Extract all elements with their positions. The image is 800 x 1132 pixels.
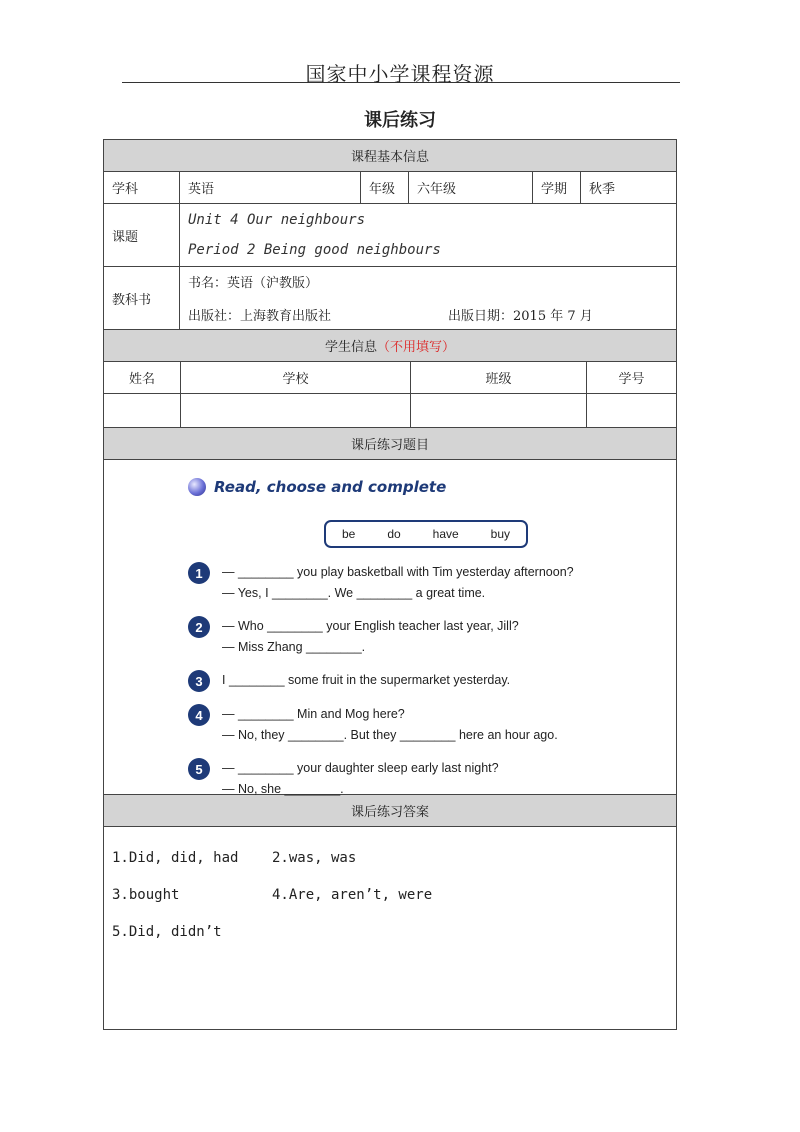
student-info-title: 学生信息 [325, 340, 378, 355]
student-info-header [104, 330, 677, 362]
term-label: 学期 [533, 172, 581, 204]
question-2-line-1: — Who ________ your English teacher last year, Jill? [222, 619, 519, 633]
page-title: 课后练习 [364, 110, 436, 131]
textbook-label: 教科书 [104, 267, 180, 330]
answer-4: 4.Are, aren’t, were [272, 886, 433, 903]
header-divider [122, 82, 680, 83]
question-5-line-2: — No, she ________. [222, 782, 344, 796]
bullet-ball-icon [188, 478, 206, 496]
question-2 [188, 616, 638, 658]
question-3-line-1: I ________ some fruit in the supermarket yesterday. [222, 673, 511, 687]
col-student-id: 学号 [618, 372, 645, 387]
answer-3: 3.bought [112, 886, 180, 903]
question-4 [188, 704, 638, 746]
header-title: 国家中小学课程资源 [305, 62, 495, 86]
word-have: have [432, 527, 459, 541]
word-bank [324, 520, 528, 548]
worksheet-table [103, 139, 677, 1030]
word-buy: buy [490, 527, 510, 541]
textbook-value [180, 267, 677, 330]
exercise-panel [104, 460, 677, 795]
topic-period: Period 2 Being good neighbours [188, 242, 441, 258]
school-field[interactable] [181, 394, 411, 427]
topic-label: 课题 [104, 204, 180, 267]
class-field[interactable] [411, 394, 587, 427]
exercise-header: 课后练习题目 [104, 428, 677, 460]
topic-unit: Unit 4 Our neighbours [188, 212, 366, 228]
question-1-line-2: — Yes, I ________. We ________ a great time. [222, 586, 486, 600]
grade-value: 六年级 [409, 172, 533, 204]
word-be: be [341, 527, 356, 541]
question-list [188, 562, 638, 800]
question-number-3: 3 [188, 670, 210, 692]
book-name: 书名：英语（沪教版） [188, 276, 319, 291]
publish-date: 出版日期：2015 年 7 月 [448, 309, 593, 324]
answer-2: 2.was, was [272, 849, 357, 866]
term-value: 秋季 [581, 172, 677, 204]
question-1-line-1: — ________ you play basketball with Tim yesterday afternoon? [222, 565, 574, 579]
question-number-1: 1 [188, 562, 210, 584]
no-fill-note: （不用填写） [377, 340, 456, 355]
question-number-4: 4 [188, 704, 210, 726]
topic-value [180, 204, 677, 267]
col-school: 学校 [181, 362, 411, 393]
instruction-text: Read, choose and complete [214, 478, 447, 496]
exercise-instruction [188, 474, 638, 500]
answer-5: 5.Did, didn’t [112, 923, 222, 940]
answers-header: 课后练习答案 [104, 795, 677, 827]
question-number-5: 5 [188, 758, 210, 780]
word-do: do [387, 527, 401, 541]
col-class: 班级 [411, 362, 587, 393]
grade-label: 年级 [361, 172, 409, 204]
col-name: 姓名 [104, 362, 181, 393]
answer-1: 1.Did, did, had [112, 849, 239, 866]
question-5-line-1: — ________ your daughter sleep early last night? [222, 761, 499, 775]
question-4-line-1: — ________ Min and Mog here? [222, 707, 405, 721]
course-info-header: 课程基本信息 [104, 140, 677, 172]
answers-panel [104, 827, 677, 1030]
question-1 [188, 562, 638, 604]
student-id-field[interactable] [587, 394, 676, 427]
question-5 [188, 758, 638, 800]
question-3 [188, 670, 638, 692]
subject-value: 英语 [180, 172, 361, 204]
name-field[interactable] [104, 394, 181, 427]
publisher: 出版社：上海教育出版社 [188, 309, 332, 324]
question-4-line-2: — No, they ________. But they ________ here an hour ago. [222, 728, 558, 742]
question-number-2: 2 [188, 616, 210, 638]
subject-label: 学科 [104, 172, 180, 204]
question-2-line-2: — Miss Zhang ________. [222, 640, 366, 654]
